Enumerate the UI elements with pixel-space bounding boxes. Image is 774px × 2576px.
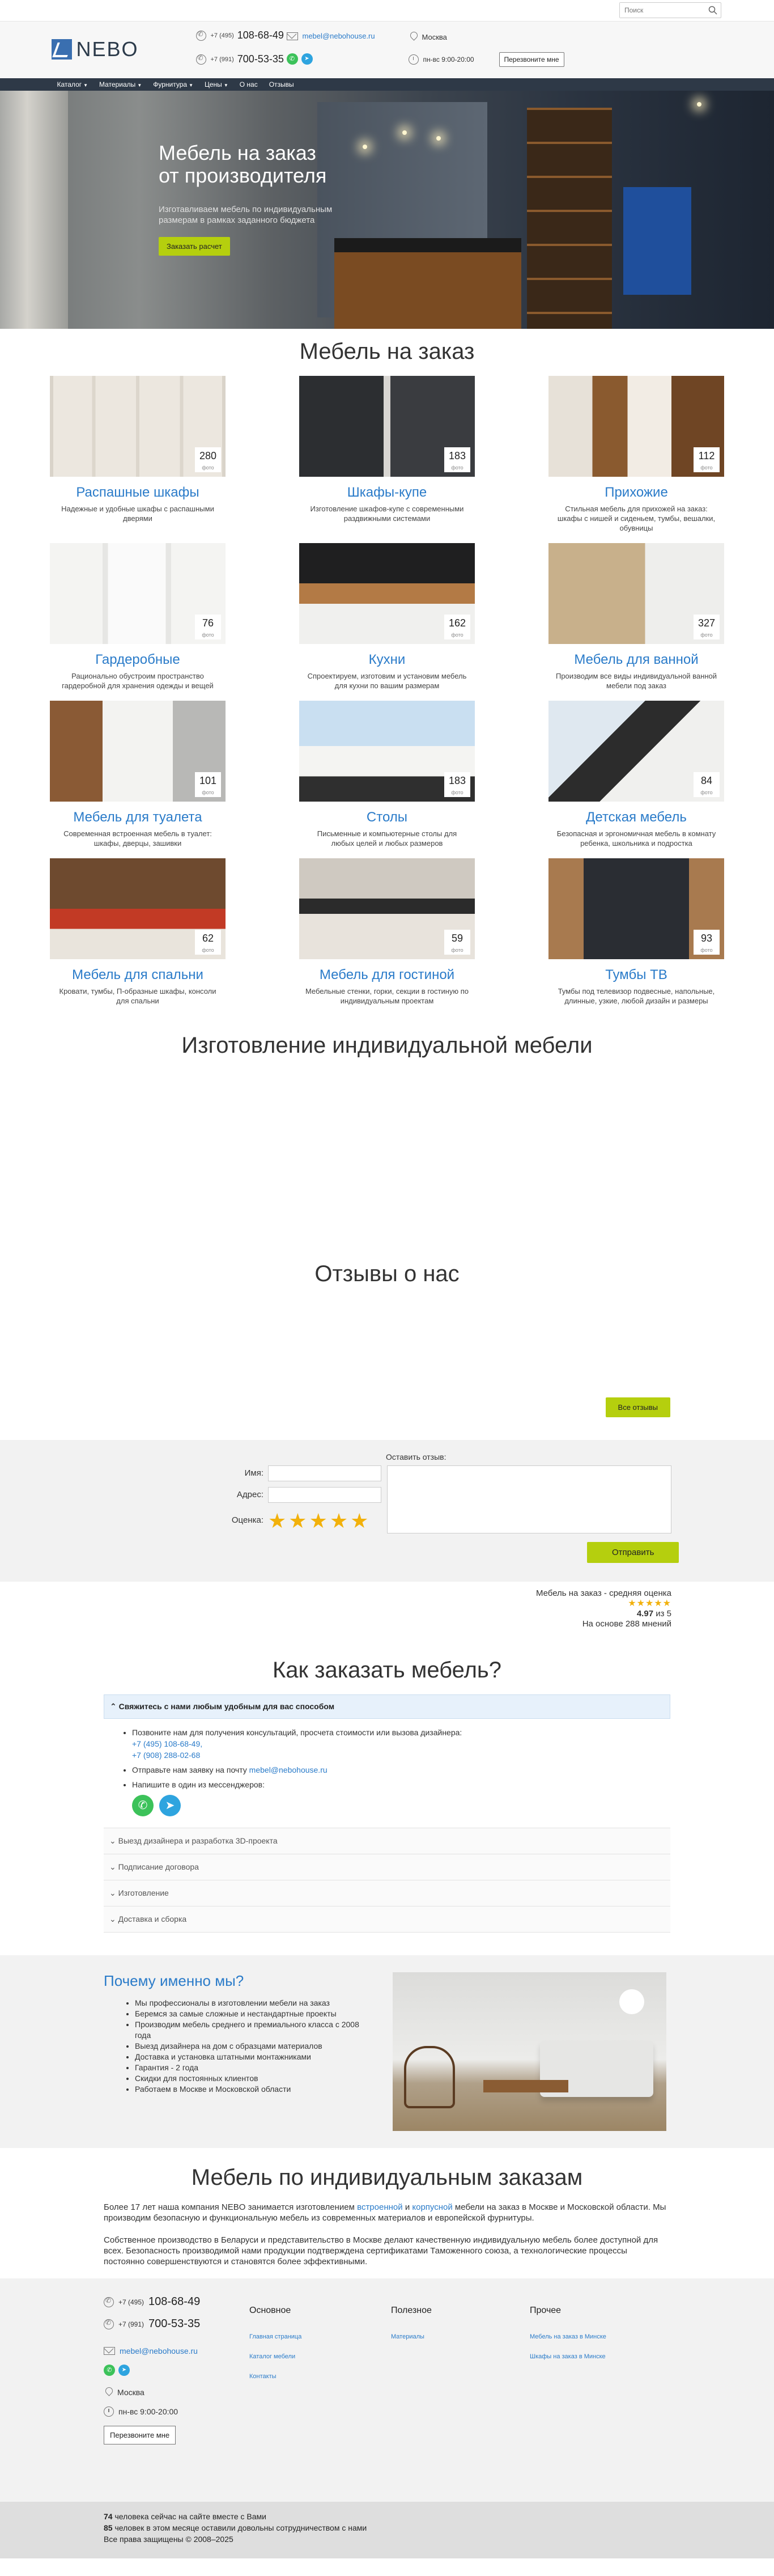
photo-count-badge: 183 фото <box>444 772 470 797</box>
photo-count-badge: 183 фото <box>444 447 470 472</box>
whatsapp-icon[interactable]: ✆ <box>287 53 298 65</box>
online-counter: 74 человека сейчас на сайте вместе с Вами <box>104 2512 266 2521</box>
all-reviews-button[interactable]: Все отзывы <box>606 1397 670 1417</box>
reviews-title: Отзывы о нас <box>314 1261 460 1286</box>
location-pin-icon <box>409 32 419 42</box>
why-us-title: Почему именно мы? <box>104 1972 244 1989</box>
nav-item[interactable]: Фурнитура ▼ <box>153 80 193 88</box>
name-label: Имя: <box>244 1468 263 1478</box>
rating-label: Оценка: <box>231 1515 263 1525</box>
photo-count-badge: 84 фото <box>694 772 720 797</box>
hero-curtain <box>0 91 68 329</box>
accordion-item[interactable]: ⌄ Доставка и сборка <box>104 1906 670 1933</box>
chair-shape <box>404 2046 455 2108</box>
clock-icon <box>409 54 419 65</box>
catalog-card-title[interactable]: Прихожие <box>605 485 668 500</box>
chevron-down-icon: ⌄ <box>109 1862 116 1871</box>
about-text <box>104 2202 670 2267</box>
catalog-card-title[interactable]: Распашные шкафы <box>76 485 199 500</box>
phone-code: +7 (495) <box>210 32 234 39</box>
catalog-card-image[interactable] <box>299 543 475 644</box>
whatsapp-icon[interactable]: ✆ <box>132 1795 154 1816</box>
catalog-card-desc: Современная встроенная мебель в туалет: шкафы, дверцы, зашивки <box>63 829 212 848</box>
about-paragraph-1: Более 17 лет наша компания NEBO занимается изготовлением встроенной и корпусной мебели на заказ в Москве и Московской области. Мы производим безопасную и функциональную мебель из современных материалов и европейской фурнитуры. <box>104 2202 666 2223</box>
logo[interactable] <box>52 37 139 61</box>
catalog-card-title[interactable]: Кухни <box>368 652 406 667</box>
table-shape <box>483 2080 568 2092</box>
star-icon[interactable]: ★ <box>309 1509 328 1532</box>
catalog-card[interactable] <box>299 858 475 1006</box>
hero-lamp <box>402 130 407 135</box>
hero-blue-bench <box>623 187 691 295</box>
catalog-card-desc: Рационально обустроим пространство гардеробной для хранения одежды и вещей <box>62 672 214 690</box>
catalog-card[interactable] <box>548 543 724 690</box>
order-email-link[interactable]: mebel@nebohouse.ru <box>249 1765 328 1774</box>
about-title: Мебель по индивидуальным заказам <box>191 2165 583 2190</box>
catalog-card-title[interactable]: Детская мебель <box>586 810 687 825</box>
photo-count-badge: 327 фото <box>694 615 720 639</box>
footer-link[interactable]: Мебель на заказ в Минске <box>530 2333 606 2340</box>
review-textarea[interactable] <box>387 1465 671 1533</box>
review-form <box>0 1440 774 1582</box>
name-input[interactable] <box>268 1465 381 1481</box>
nav-item[interactable]: Каталог ▼ <box>57 80 88 88</box>
catalog-card-image[interactable] <box>548 858 724 959</box>
hours-label: пн-вс 9:00-20:00 <box>423 56 474 63</box>
footer-city[interactable]: Москва <box>104 2387 200 2397</box>
catalog-card-desc: Надежные и удобные шкафы с распашными дверями <box>61 505 214 523</box>
chevron-down-icon: ⌄ <box>109 1888 116 1897</box>
photo-count-badge: 112 фото <box>694 447 720 472</box>
footer-callback-button[interactable]: Перезвоните мне <box>104 2426 176 2444</box>
catalog-card-image[interactable] <box>548 701 724 802</box>
catalog-card-title[interactable]: Мебель для спальни <box>72 967 203 982</box>
address-input[interactable] <box>268 1487 381 1503</box>
catalog-card-title[interactable]: Гардеробные <box>95 652 180 667</box>
callback-button[interactable]: Перезвоните мне <box>499 52 564 67</box>
review-form-title: Оставить отзыв: <box>386 1452 446 1461</box>
address-label: Адрес: <box>236 1490 263 1499</box>
order-phone-link[interactable]: +7 (908) 288-02-68 <box>132 1751 201 1760</box>
search-box <box>619 2 721 18</box>
catalog-card[interactable] <box>299 543 475 690</box>
catalog-card-desc: Кровати, тумбы, П-образные шкафы, консоли для спальни <box>59 987 216 1005</box>
catalog-title: Мебель на заказ <box>299 339 475 364</box>
accordion-steps <box>104 1828 670 1933</box>
catalog-card-image[interactable] <box>50 858 226 959</box>
why-us-item: • Выезд дизайнера на дом с образцами материалов <box>135 2041 370 2052</box>
accordion-header-open[interactable]: ⌃ Свяжитесь с нами любым удобным для вас способом <box>104 1694 670 1719</box>
rating-stars[interactable] <box>268 1511 368 1531</box>
header-phone-2[interactable] <box>196 53 284 65</box>
catalog-card-desc: Стильная мебель для прихожей на заказ: шкафы с нишей и сиденьем, тумбы, вешалки, обувницы <box>557 505 716 532</box>
catalog-grid <box>50 376 724 1016</box>
catalog-card[interactable] <box>50 543 226 690</box>
header-phone-1[interactable] <box>196 29 284 41</box>
email-link[interactable]: mebel@nebohouse.ru <box>302 32 375 40</box>
accordion-body <box>104 1719 670 1828</box>
chevron-down-icon: ⌄ <box>109 1836 116 1845</box>
photo-count-badge: 101 фото <box>195 772 221 797</box>
footer-col-other <box>530 2302 606 2367</box>
hero-content <box>159 142 397 256</box>
whatsapp-icon[interactable]: ✆ <box>104 2365 115 2376</box>
footer-bottom <box>0 2502 774 2558</box>
why-us-item: • Работаем в Москве и Московской области <box>135 2084 370 2095</box>
catalog-card-title[interactable]: Тумбы ТВ <box>605 967 667 982</box>
catalog-card[interactable] <box>50 376 226 533</box>
footer-email-link[interactable]: mebel@nebohouse.ru <box>120 2346 198 2355</box>
catalog-card-desc: Тумбы под телевизор подвесные, напольные, длинные, узкие, любой дизайн и размеры <box>558 987 715 1005</box>
header-email[interactable] <box>287 32 375 40</box>
catalog-card[interactable] <box>299 376 475 533</box>
photo-count-badge: 59 фото <box>444 930 470 955</box>
hero-title: Мебель на заказ от производителя <box>159 141 327 187</box>
catalog-card[interactable] <box>299 701 475 848</box>
footer-link[interactable]: Контакты <box>249 2373 277 2380</box>
photo-count-badge: 93 фото <box>694 930 720 955</box>
catalog-card-desc: Мебельные стенки, горки, секции в гостиную по индивидуальным проектам <box>305 987 469 1005</box>
search-input[interactable] <box>620 3 705 18</box>
why-us-item: • Беремся за самые сложные и нестандартные проекты <box>135 2009 370 2019</box>
nav-list <box>52 78 723 92</box>
logo-icon <box>52 39 72 60</box>
telegram-icon[interactable]: ➤ <box>118 2365 130 2376</box>
reviews-area <box>0 1298 774 1440</box>
order-phone-link[interactable]: +7 (495) 108-68-49, <box>132 1739 203 1748</box>
catalog-card-desc: Спроектируем, изготовим и установим мебель для кухни по вашим размерам <box>307 672 467 690</box>
lamp-shape <box>619 1989 644 2014</box>
location-pin-icon <box>104 2387 114 2397</box>
phone-icon <box>104 2297 114 2307</box>
catalog-card-image[interactable] <box>50 701 226 802</box>
living-room-image <box>393 1972 666 2131</box>
phone-icon <box>104 2319 114 2329</box>
why-us-item: • Производим мебель среднего и премиального класса с 2008 года <box>135 2019 370 2041</box>
order-step-call: • Позвоните нам для получения консультаций, просчета стоимости или вызова дизайнера: +7 (495) 108-68-49, +7 (908) 288-02-68 <box>132 1727 665 1761</box>
clock-icon <box>104 2406 114 2417</box>
footer-col-useful <box>391 2302 432 2347</box>
mail-icon <box>287 32 298 40</box>
rating-summary-title: Мебель на заказ - средняя оценка <box>535 1588 671 1598</box>
rating-summary-stars: ★★★★★ <box>628 1599 671 1608</box>
why-us-item: • Доставка и установка штатными монтажниками <box>135 2052 370 2062</box>
star-icon[interactable]: ★ <box>288 1509 307 1532</box>
why-us-text <box>104 1972 370 2095</box>
hero-lamp <box>436 136 441 141</box>
phone-code: +7 (991) <box>210 56 234 63</box>
catalog-card-desc: Безопасная и эргономичная мебель в комнату ребенка, школьника и подростка <box>556 829 716 848</box>
catalog-card-desc: Письменные и компьютерные столы для любых целей и любых размеров <box>317 829 457 848</box>
main-nav <box>0 78 774 91</box>
footer-link[interactable]: Шкафы на заказ в Минске <box>530 2353 606 2360</box>
chevron-down-icon: ▼ <box>223 83 228 88</box>
footer-col-title: Основное <box>249 2306 291 2315</box>
footer-phone-1[interactable]: ✆ +7 (495) 108-68-49 <box>104 2295 200 2308</box>
star-icon[interactable]: ★ <box>350 1509 369 1532</box>
catalog-card[interactable] <box>548 376 724 533</box>
chevron-down-icon: ▼ <box>137 83 142 88</box>
catalog-card-image[interactable] <box>548 543 724 644</box>
footer-col-title: Прочее <box>530 2306 562 2315</box>
footer-col-title: Полезное <box>391 2306 432 2315</box>
catalog-card-image[interactable] <box>548 376 724 477</box>
footer-link[interactable]: Каталог мебели <box>249 2353 296 2360</box>
cabinet-link[interactable]: корпусной <box>412 2202 453 2212</box>
catalog-card-image[interactable] <box>299 858 475 959</box>
messengers <box>287 53 313 65</box>
footer-links <box>249 2327 301 2387</box>
hero-subtitle: Изготавливаем мебель по индивидуальным размерам в рамках заданного бюджета <box>159 205 333 225</box>
footer-contacts <box>104 2295 200 2444</box>
why-us-item: • Скидки для постоянных клиентов <box>135 2073 370 2084</box>
footer-email[interactable] <box>104 2346 200 2355</box>
catalog-card-image[interactable] <box>299 376 475 477</box>
header-city[interactable] <box>409 32 447 42</box>
send-review-button[interactable]: Отправить <box>587 1542 679 1563</box>
phone-number: 700-53-35 <box>237 53 284 65</box>
site-header <box>0 22 774 78</box>
search-icon[interactable] <box>708 6 717 15</box>
footer <box>0 2278 774 2502</box>
star-icon[interactable]: ★ <box>329 1509 348 1532</box>
footer-hours: пн-вс 9:00-20:00 <box>104 2406 200 2417</box>
hero-shelf <box>527 108 612 329</box>
star-icon[interactable]: ★ <box>268 1509 287 1532</box>
logo-text: NEBO <box>76 37 139 61</box>
catalog-card-image[interactable] <box>50 543 226 644</box>
rating-summary-score: 4.97 из 5 <box>636 1609 671 1619</box>
catalog-card[interactable] <box>548 858 724 1006</box>
catalog-card[interactable] <box>50 701 226 848</box>
telegram-icon[interactable]: ➤ <box>301 53 313 65</box>
photo-count-badge: 280 фото <box>195 447 221 472</box>
catalog-card[interactable] <box>548 701 724 848</box>
copyright: Все права защищены © 2008–2025 <box>104 2535 233 2544</box>
city-label: Москва <box>422 32 447 41</box>
catalog-card-title[interactable]: Шкафы-купе <box>347 485 427 500</box>
phone-icon <box>196 54 206 65</box>
why-us-section <box>0 1955 774 2148</box>
why-us-list <box>104 1998 370 2095</box>
catalog-card-image[interactable] <box>50 376 226 477</box>
catalog-card-title[interactable]: Мебель для туалета <box>73 810 202 825</box>
order-accordion <box>104 1694 670 1933</box>
satisfied-counter: 85 человек в этом месяце оставили довольны сотрудничеством с нами <box>104 2523 367 2532</box>
catalog-card-title[interactable]: Столы <box>366 810 408 825</box>
accordion-item[interactable]: ⌄ Подписание договора <box>104 1854 670 1880</box>
catalog-card[interactable] <box>50 858 226 1006</box>
order-title: Как заказать мебель? <box>272 1658 501 1683</box>
photo-count-badge: 162 фото <box>444 615 470 639</box>
why-us-item: • Гарантия - 2 года <box>135 2062 370 2073</box>
photo-count-badge: 62 фото <box>195 930 221 955</box>
catalog-card-title[interactable]: Мебель для ванной <box>574 652 699 667</box>
nav-item[interactable]: Цены ▼ <box>205 80 228 88</box>
about-paragraph-2: Собственное производство в Беларуси и представительство в Москве делают качественную индивидуальную мебель более доступной для всех. Безопасность производимой нами продукции подтверждена сертификатами Таможенного союза, а технологические процессы постоянно совершенствуются и становятся более эффективными. <box>104 2235 658 2266</box>
footer-col-main <box>249 2302 301 2387</box>
built-in-link[interactable]: встроенной <box>357 2202 403 2212</box>
mail-icon <box>104 2347 115 2355</box>
nav-item[interactable]: Отзывы <box>269 80 294 88</box>
production-area <box>0 1070 774 1251</box>
catalog-card-desc: Изготовление шкафов-купе с современными раздвижными системами <box>310 505 464 523</box>
nav-item[interactable]: О нас <box>239 80 258 88</box>
production-title: Изготовление индивидуальной мебели <box>181 1033 593 1058</box>
accordion-item[interactable]: ⌄ Выезд дизайнера и разработка 3D-проекта <box>104 1828 670 1854</box>
telegram-icon[interactable]: ➤ <box>159 1795 181 1816</box>
footer-link[interactable]: Главная страница <box>249 2333 302 2340</box>
catalog-card-image[interactable] <box>299 701 475 802</box>
footer-phone-2[interactable]: ✆ +7 (991) 700-53-35 <box>104 2317 200 2331</box>
order-calculation-button[interactable]: Заказать расчет <box>159 237 230 256</box>
chevron-down-icon: ▼ <box>83 83 88 88</box>
order-step-email: • Отправьте нам заявку на почту mebel@nebohouse.ru <box>132 1764 665 1776</box>
hero-lamp <box>697 102 701 107</box>
phone-icon <box>196 31 206 41</box>
header-hours <box>409 54 474 65</box>
chevron-down-icon: ▼ <box>189 83 193 88</box>
chevron-down-icon: ⌄ <box>109 1914 116 1923</box>
rating-summary <box>0 1588 671 1629</box>
footer-link[interactable]: Материалы <box>391 2333 424 2340</box>
catalog-card-desc: Производим все виды индивидуальной ванной мебели под заказ <box>555 672 717 690</box>
why-us-item: • Мы профессионалы в изготовлении мебели на заказ <box>135 1998 370 2009</box>
phone-number: 108-68-49 <box>237 29 284 41</box>
footer-links <box>391 2327 432 2347</box>
hero-banner <box>0 91 774 329</box>
catalog-card-title[interactable]: Мебель для гостиной <box>319 967 455 982</box>
footer-links <box>530 2327 606 2367</box>
order-step-messenger: • Напишите в один из мессенджеров: ✆ ➤ <box>132 1779 665 1816</box>
nav-item[interactable]: Материалы ▼ <box>99 80 142 88</box>
accordion-item[interactable]: ⌄ Изготовление <box>104 1880 670 1906</box>
photo-count-badge: 76 фото <box>195 615 221 639</box>
rating-summary-count: На основе 288 мнений <box>582 1619 671 1629</box>
footer-messengers <box>104 2365 200 2376</box>
top-strip <box>0 0 774 22</box>
